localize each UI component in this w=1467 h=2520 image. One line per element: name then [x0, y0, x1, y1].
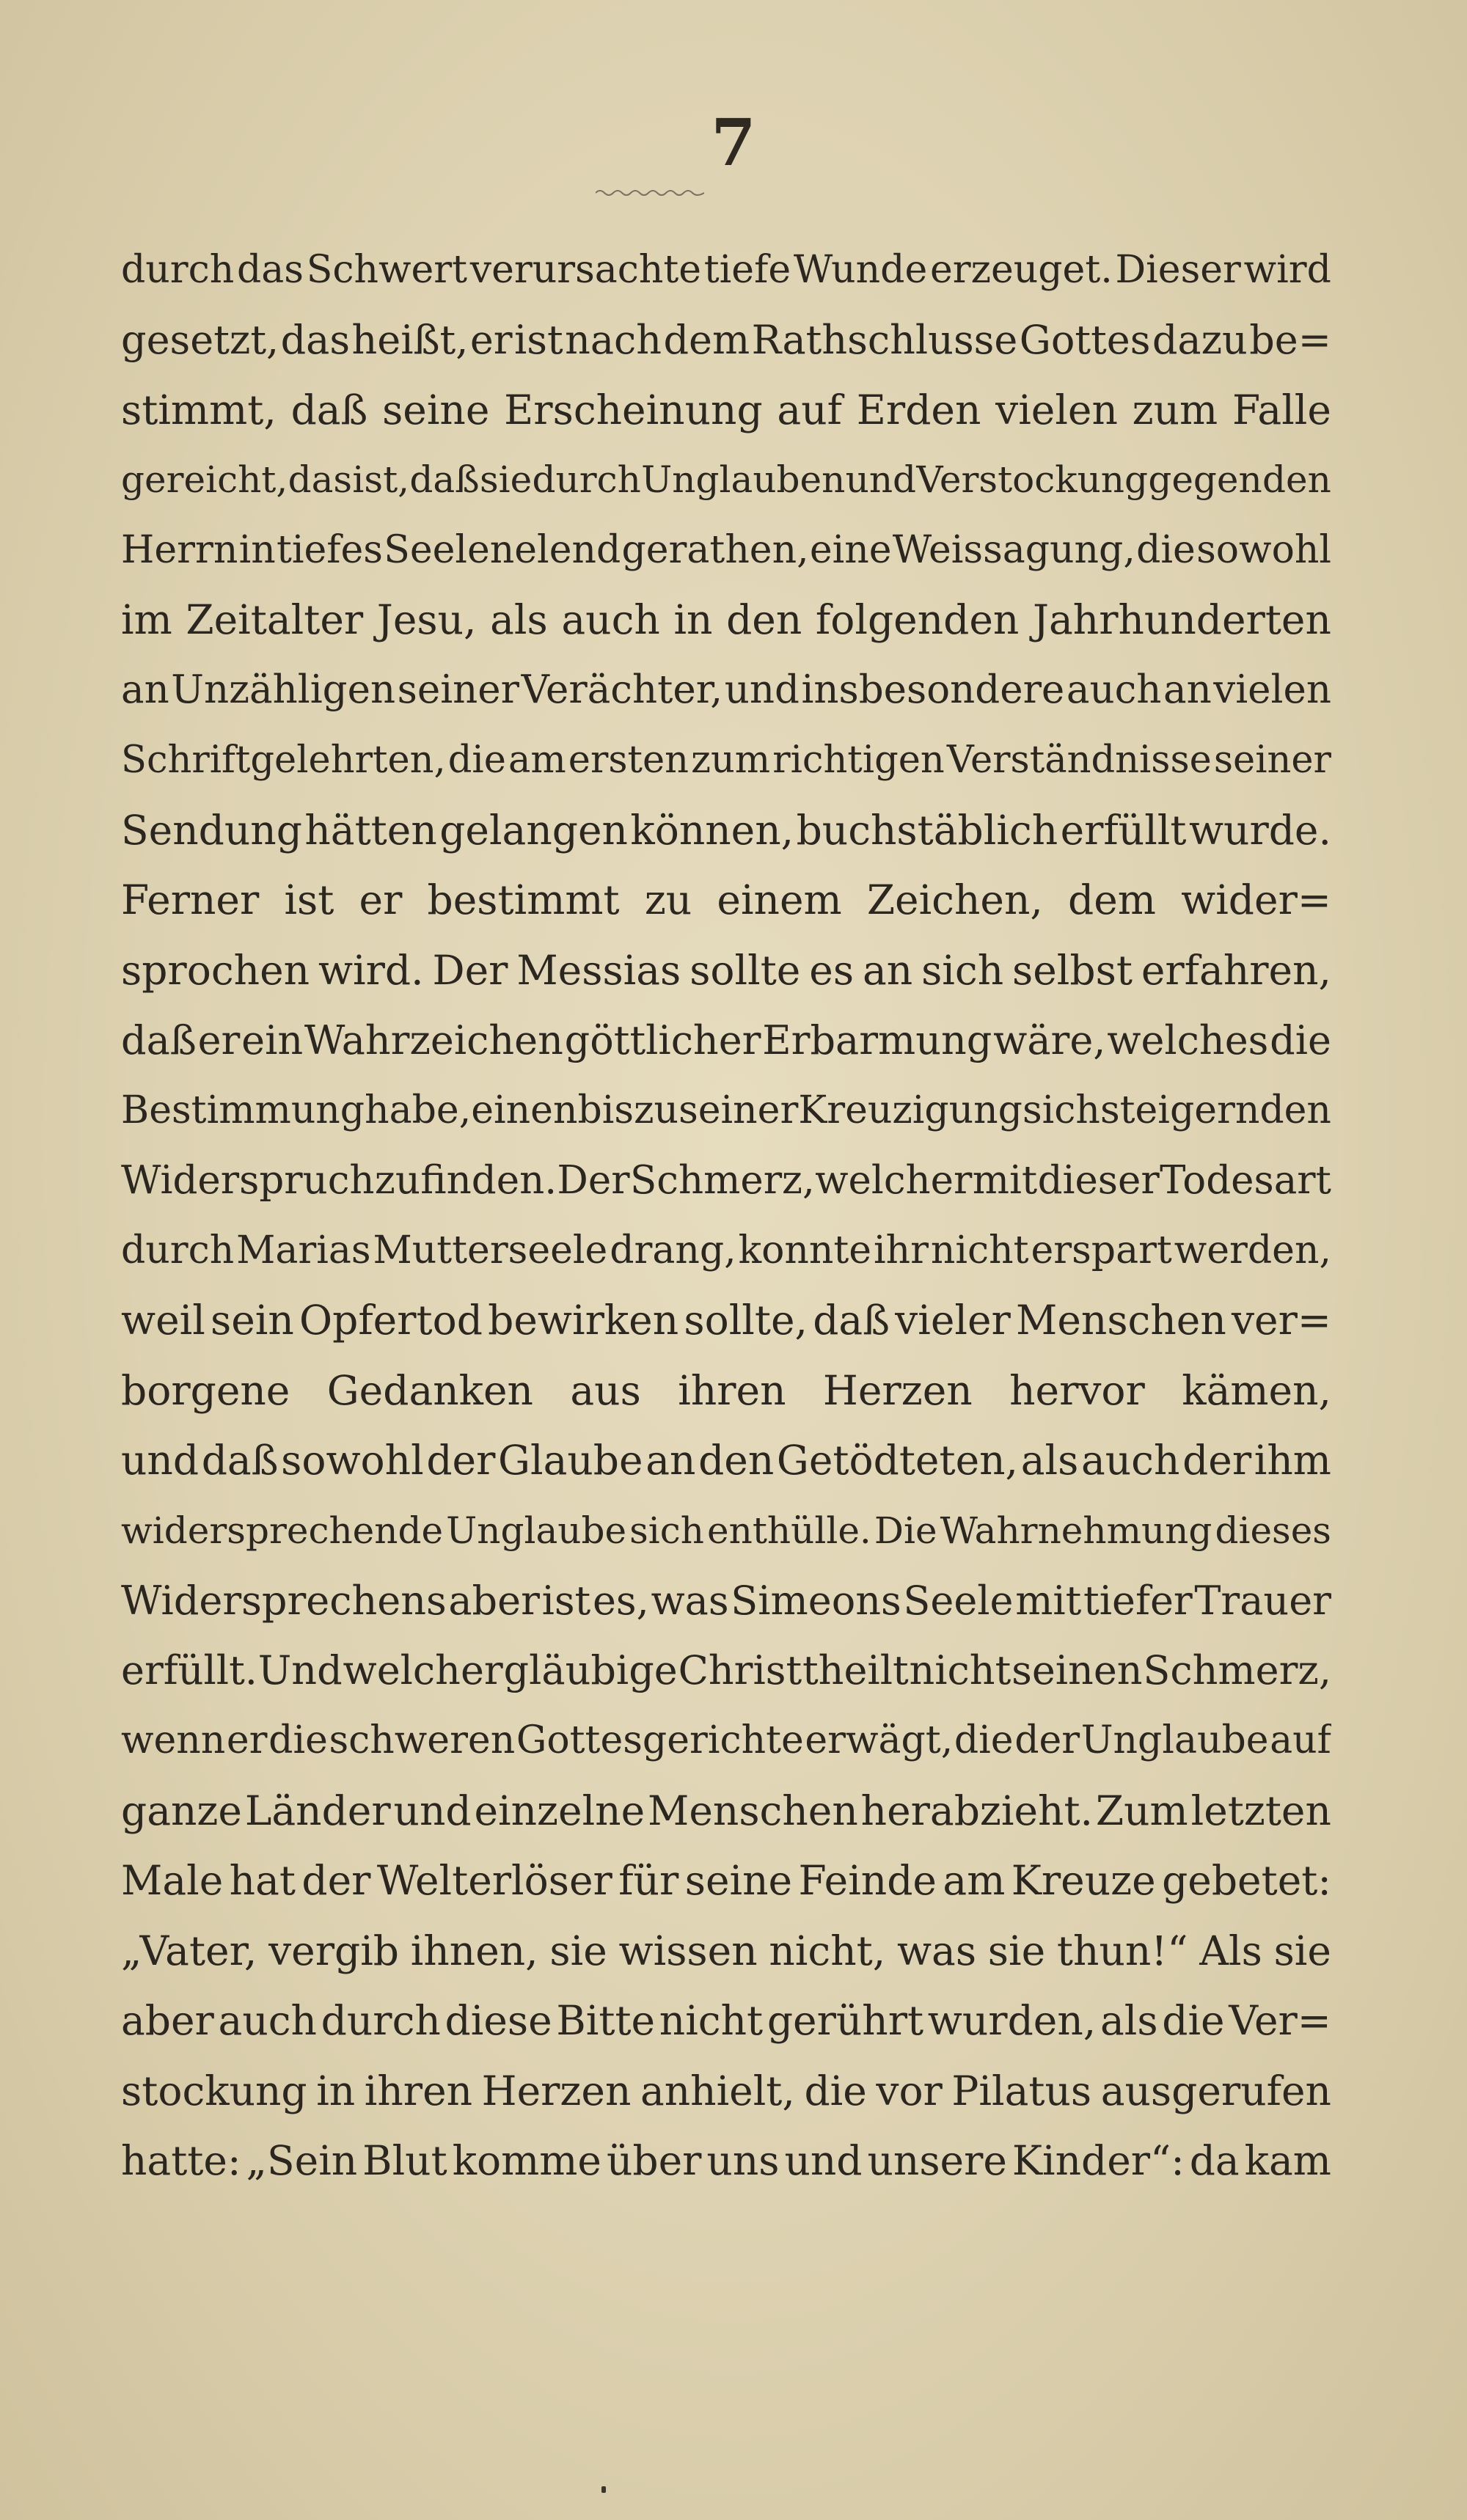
- text-line: [121, 1215, 1331, 1286]
- text-line: [121, 1146, 1331, 1216]
- word: gereicht,: [121, 458, 288, 502]
- word: Falle: [1232, 386, 1331, 433]
- text-line: [121, 515, 1331, 585]
- text-line: [121, 445, 1331, 516]
- word: richtigen: [772, 738, 945, 782]
- word: aus: [570, 1366, 641, 1414]
- word: ver=: [1231, 1297, 1331, 1344]
- word: vergib: [268, 1927, 400, 1974]
- word: nicht,: [769, 1927, 886, 1974]
- word: zum: [1132, 386, 1218, 433]
- word: dieses: [1215, 1509, 1331, 1552]
- word: als: [1020, 1437, 1079, 1484]
- text-line: [121, 1706, 1331, 1776]
- word: Jahrhunderten: [1032, 596, 1331, 644]
- word: die: [1136, 527, 1196, 572]
- word: kämen,: [1182, 1366, 1331, 1414]
- text-line: [121, 1636, 1331, 1706]
- word: nicht: [930, 1228, 1029, 1272]
- word: sollte: [689, 946, 801, 994]
- word: der: [1182, 1437, 1252, 1484]
- word: ihnen,: [410, 1927, 538, 1974]
- word: ihren: [678, 1366, 786, 1414]
- word: finden.: [420, 1157, 557, 1203]
- word: bis: [577, 1088, 634, 1132]
- word: bewirken: [488, 1297, 679, 1344]
- word: sprochen: [121, 946, 310, 994]
- word: verursachte: [469, 247, 702, 292]
- word: Kreuzigung: [798, 1088, 1022, 1132]
- word: Bestimmung: [121, 1088, 365, 1132]
- text-line: [121, 1286, 1331, 1356]
- word: Gottes: [1019, 316, 1151, 363]
- word: stimmt,: [121, 386, 277, 433]
- text-line: [121, 1916, 1331, 1986]
- word: erzeuget.: [929, 247, 1113, 292]
- word: daß: [290, 386, 368, 433]
- word: zu: [634, 1088, 679, 1132]
- word: Der: [557, 1157, 630, 1203]
- word: unsere: [867, 2137, 1007, 2185]
- word: die: [1162, 1997, 1225, 2045]
- word: Erbarmung: [762, 1017, 992, 1063]
- word: Schmerz,: [1143, 1647, 1331, 1694]
- word: Widersprechens: [121, 1577, 447, 1624]
- word: Messias: [516, 946, 681, 994]
- word: Jesu,: [376, 596, 477, 644]
- word: welcher: [815, 1157, 973, 1203]
- word: Glaube: [498, 1437, 643, 1484]
- word: thun!“: [1056, 1927, 1188, 1974]
- word: es: [809, 946, 855, 994]
- word: da: [1189, 2137, 1240, 2185]
- word: Kreuze: [1011, 1857, 1156, 1905]
- word: der: [301, 1857, 371, 1905]
- word: Gottesgerichte: [516, 1718, 804, 1763]
- word: drang,: [610, 1228, 736, 1272]
- word: er: [469, 316, 513, 363]
- word: dazu: [1152, 316, 1248, 363]
- text-line: [121, 1075, 1331, 1146]
- word: daß: [121, 1017, 197, 1063]
- word: Bitte: [556, 1997, 656, 2045]
- word: Zum: [1095, 1787, 1188, 1834]
- word: auf: [777, 386, 842, 433]
- word: borgene: [121, 1366, 290, 1414]
- word: welcher: [343, 1647, 503, 1694]
- text-line: [121, 2056, 1331, 2126]
- word: Widerspruch: [121, 1157, 375, 1203]
- word: im: [121, 596, 172, 644]
- word: werden,: [1174, 1228, 1331, 1272]
- word: Schmerz,: [629, 1157, 815, 1203]
- word: widersprechende: [121, 1509, 444, 1552]
- word: und: [393, 1787, 472, 1834]
- word: erfahren,: [1141, 946, 1331, 994]
- word: mit: [1015, 1577, 1082, 1624]
- word: vielen: [995, 386, 1118, 433]
- word: Dieser: [1115, 247, 1241, 292]
- word: zu: [374, 1157, 420, 1203]
- word: insbesondere: [801, 667, 1065, 713]
- word: Wunde: [793, 247, 928, 292]
- word: weil: [121, 1297, 205, 1344]
- word: ist: [541, 1577, 591, 1624]
- word: den: [1262, 458, 1331, 502]
- word: in: [316, 2067, 356, 2114]
- word: enthülle.: [707, 1509, 871, 1552]
- word: einen: [471, 1088, 578, 1132]
- word: Unglauben: [641, 458, 846, 502]
- word: die: [447, 738, 506, 782]
- word: am: [508, 738, 566, 782]
- word: auf: [1270, 1718, 1331, 1763]
- word: aber: [448, 1577, 540, 1624]
- word: an: [645, 1437, 696, 1484]
- word: uns: [706, 2137, 780, 2185]
- word: Menschen: [648, 1787, 858, 1834]
- word: als: [490, 596, 548, 644]
- word: Unglaube: [446, 1509, 627, 1552]
- text-line: [121, 1495, 1331, 1566]
- word: seiner: [397, 667, 520, 713]
- text-line: [121, 1006, 1331, 1076]
- word: seinen: [1011, 1647, 1143, 1694]
- word: herabzieht.: [860, 1787, 1094, 1834]
- text-line: [121, 1986, 1331, 2056]
- word: nicht: [659, 1997, 764, 2045]
- word: sie: [479, 458, 533, 502]
- word: sie: [1273, 1927, 1331, 1974]
- word: anhielt,: [640, 2067, 795, 2114]
- word: die: [1270, 1017, 1331, 1063]
- word: gerührt: [767, 1997, 924, 2045]
- word: tiefer: [1083, 1577, 1193, 1624]
- word: komme: [452, 2137, 601, 2185]
- word: Simeons: [731, 1577, 901, 1624]
- word: durch: [121, 247, 235, 292]
- word: Als: [1199, 1927, 1262, 1974]
- word: eine: [809, 527, 892, 572]
- word: sie: [549, 1927, 607, 1974]
- page-number: 7: [711, 104, 756, 180]
- word: ist: [514, 316, 563, 363]
- word: seine: [684, 1857, 793, 1905]
- word: durch: [532, 458, 641, 502]
- word: Getödteten,: [776, 1437, 1019, 1484]
- word: er: [226, 1718, 268, 1763]
- word: und: [724, 667, 800, 713]
- word: sowohl: [281, 1437, 424, 1484]
- word: Der: [432, 946, 508, 994]
- word: erspart: [1031, 1228, 1172, 1272]
- word: nicht: [909, 1647, 1011, 1694]
- word: er: [197, 1017, 241, 1063]
- word: Und: [257, 1647, 343, 1694]
- word: Opfertod: [299, 1297, 483, 1344]
- text-line: [121, 375, 1331, 445]
- word: durch: [121, 1228, 235, 1272]
- word: stockung: [121, 2067, 307, 2114]
- word: seiner: [678, 1088, 799, 1132]
- text-line: [121, 1566, 1331, 1636]
- word: Unglaube: [1080, 1718, 1269, 1763]
- word: heißt,: [351, 316, 469, 363]
- word: „Vater,: [121, 1927, 257, 1974]
- word: erfüllt: [1060, 806, 1187, 854]
- word: ist,: [352, 458, 410, 502]
- text-line: [121, 795, 1331, 865]
- word: mit: [972, 1157, 1038, 1203]
- word: Erscheinung: [504, 386, 763, 433]
- word: ihm: [1254, 1437, 1331, 1484]
- word: Wahrnehmung: [940, 1509, 1212, 1552]
- word: tiefes: [276, 527, 383, 572]
- word: gesetzt,: [121, 316, 279, 363]
- word: gebetet:: [1162, 1857, 1331, 1905]
- text-line: [121, 1846, 1331, 1916]
- word: sie: [987, 1927, 1046, 1974]
- word: durch: [321, 1997, 441, 2045]
- text-line: [121, 1355, 1331, 1426]
- text-line: [121, 1426, 1331, 1496]
- word: steigernden: [1100, 1088, 1331, 1132]
- word: für: [618, 1857, 679, 1905]
- word: wäre,: [993, 1017, 1106, 1063]
- word: über: [606, 2137, 702, 2185]
- word: Seelenelend: [384, 527, 621, 572]
- word: Weissagung,: [892, 527, 1135, 572]
- word: es,: [592, 1577, 649, 1624]
- word: daß: [813, 1297, 890, 1344]
- word: wenn: [121, 1718, 226, 1763]
- word: Kinder“:: [1011, 2137, 1185, 2185]
- word: gegen: [1148, 458, 1262, 502]
- word: dieser: [1037, 1157, 1160, 1203]
- word: ganze: [121, 1787, 242, 1834]
- word: sowohl: [1196, 527, 1331, 572]
- word: folgenden: [815, 596, 1020, 644]
- word: dem: [663, 316, 750, 363]
- word: wissen: [618, 1927, 758, 1974]
- word: wird.: [318, 946, 424, 994]
- word: Zeitalter: [186, 596, 364, 644]
- word: zu: [644, 876, 692, 924]
- word: kam: [1244, 2137, 1331, 2185]
- word: Ver=: [1229, 1997, 1331, 2045]
- word: Sendung: [121, 806, 302, 854]
- word: der: [1014, 1718, 1080, 1763]
- word: welches: [1107, 1017, 1269, 1063]
- word: einem: [717, 876, 842, 924]
- word: Trauer: [1194, 1577, 1331, 1624]
- word: Todesart: [1160, 1157, 1331, 1203]
- word: Die: [874, 1509, 937, 1552]
- word: gelangen: [439, 806, 628, 854]
- word: auch: [1080, 1437, 1180, 1484]
- word: Verstockung: [916, 458, 1148, 502]
- word: ist: [284, 876, 334, 924]
- word: Mutterseele: [373, 1228, 608, 1272]
- word: sich: [629, 1509, 704, 1552]
- word: wurde.: [1188, 806, 1331, 854]
- word: den: [698, 1437, 775, 1484]
- word: dem: [1068, 876, 1156, 924]
- text-line: [121, 865, 1331, 936]
- word: in: [673, 596, 713, 644]
- text-line: [121, 935, 1331, 1006]
- word: hätten: [304, 806, 437, 854]
- word: das: [288, 458, 353, 502]
- word: Ferner: [121, 876, 260, 924]
- word: sollte,: [684, 1297, 808, 1344]
- word: als: [1100, 1997, 1158, 2045]
- word: können,: [630, 806, 794, 854]
- word: an: [121, 667, 169, 713]
- word: ihr: [874, 1228, 929, 1272]
- word: Seele: [903, 1577, 1014, 1624]
- word: vielen: [1213, 667, 1331, 713]
- word: hat: [229, 1857, 296, 1905]
- text-line: [121, 235, 1331, 305]
- word: und: [121, 1437, 200, 1484]
- word: Marias: [236, 1228, 371, 1272]
- word: und: [784, 2137, 863, 2185]
- word: Schwert: [306, 247, 467, 292]
- word: aber: [121, 1997, 214, 2045]
- word: Male: [121, 1857, 224, 1905]
- word: Erden: [856, 386, 981, 433]
- body-text: [121, 235, 1331, 2196]
- word: Zeichen,: [866, 876, 1043, 924]
- word: seiner: [1213, 738, 1331, 782]
- word: Schriftgelehrten,: [121, 738, 446, 782]
- word: die: [268, 1718, 328, 1763]
- word: ausgerufen: [1100, 2067, 1331, 2114]
- word: be=: [1249, 316, 1331, 363]
- word: erfüllt.: [121, 1647, 257, 1694]
- word: theilt: [802, 1647, 909, 1694]
- word: an: [1163, 667, 1212, 713]
- word: selbst: [1012, 946, 1133, 994]
- text-line: [121, 305, 1331, 376]
- word: Verächter,: [521, 667, 723, 713]
- word: auch: [1066, 667, 1162, 713]
- word: er: [359, 876, 403, 924]
- word: letzten: [1190, 1787, 1331, 1834]
- word: gerathen,: [621, 527, 809, 572]
- word: und: [845, 458, 917, 502]
- word: was: [896, 1927, 977, 1974]
- word: den: [726, 596, 802, 644]
- word: Herzen: [822, 1366, 973, 1414]
- word: auch: [561, 596, 660, 644]
- word: daß: [409, 458, 480, 502]
- word: Unzähligen: [171, 667, 396, 713]
- word: Blut: [362, 2137, 447, 2185]
- text-line: [121, 585, 1331, 656]
- word: zum: [691, 738, 771, 782]
- word: „Sein: [246, 2137, 358, 2185]
- word: Herrn: [121, 527, 238, 572]
- word: erwägt,: [805, 1718, 954, 1763]
- text-line: [121, 1776, 1331, 1846]
- word: Gedanken: [326, 1366, 533, 1414]
- word: gläubige: [503, 1647, 678, 1694]
- word: Christ: [678, 1647, 802, 1694]
- word: in: [238, 527, 276, 572]
- word: tiefe: [703, 247, 791, 292]
- word: die: [804, 2067, 867, 2114]
- word: hervor: [1009, 1366, 1145, 1414]
- word: sein: [211, 1297, 294, 1344]
- word: Länder: [244, 1787, 391, 1834]
- word: wider=: [1181, 876, 1331, 924]
- word: daß: [201, 1437, 279, 1484]
- word: nach: [565, 316, 662, 363]
- word: die: [954, 1718, 1014, 1763]
- word: am: [943, 1857, 1006, 1905]
- word: an: [862, 946, 913, 994]
- word: ersten: [568, 738, 689, 782]
- text-line: [121, 725, 1331, 796]
- word: sich: [1022, 1088, 1100, 1132]
- word: der: [426, 1437, 496, 1484]
- word: vieler: [895, 1297, 1011, 1344]
- word: Wahrzeichen: [304, 1017, 563, 1063]
- word: diese: [445, 1997, 552, 2045]
- wavy-ornament-icon: [596, 188, 704, 198]
- word: Verständnisse: [946, 738, 1212, 782]
- word: Herzen: [481, 2067, 632, 2114]
- ink-mark: [601, 2486, 606, 2493]
- word: buchstäblich: [796, 806, 1058, 854]
- word: wird: [1243, 247, 1331, 292]
- text-line: [121, 655, 1331, 725]
- word: schweren: [329, 1718, 516, 1763]
- word: einzelne: [474, 1787, 645, 1834]
- word: hatte:: [121, 2137, 241, 2185]
- word: vor: [876, 2067, 943, 2114]
- word: was: [651, 1577, 729, 1624]
- word: sich: [921, 946, 1004, 994]
- word: Rathschlusse: [751, 316, 1018, 363]
- word: Menschen: [1016, 1297, 1226, 1344]
- word: habe,: [365, 1088, 472, 1132]
- word: seine: [382, 386, 490, 433]
- word: Pilatus: [951, 2067, 1092, 2114]
- word: auch: [218, 1997, 317, 2045]
- text-line: [121, 2126, 1331, 2197]
- word: Welterlöser: [376, 1857, 612, 1905]
- word: Feinde: [798, 1857, 937, 1905]
- word: das: [280, 316, 351, 363]
- word: wurden,: [927, 1997, 1097, 2045]
- word: das: [236, 247, 304, 292]
- word: ihren: [364, 2067, 473, 2114]
- word: ein: [241, 1017, 304, 1063]
- word: göttlicher: [564, 1017, 761, 1063]
- word: bestimmt: [427, 876, 620, 924]
- word: konnte: [738, 1228, 872, 1272]
